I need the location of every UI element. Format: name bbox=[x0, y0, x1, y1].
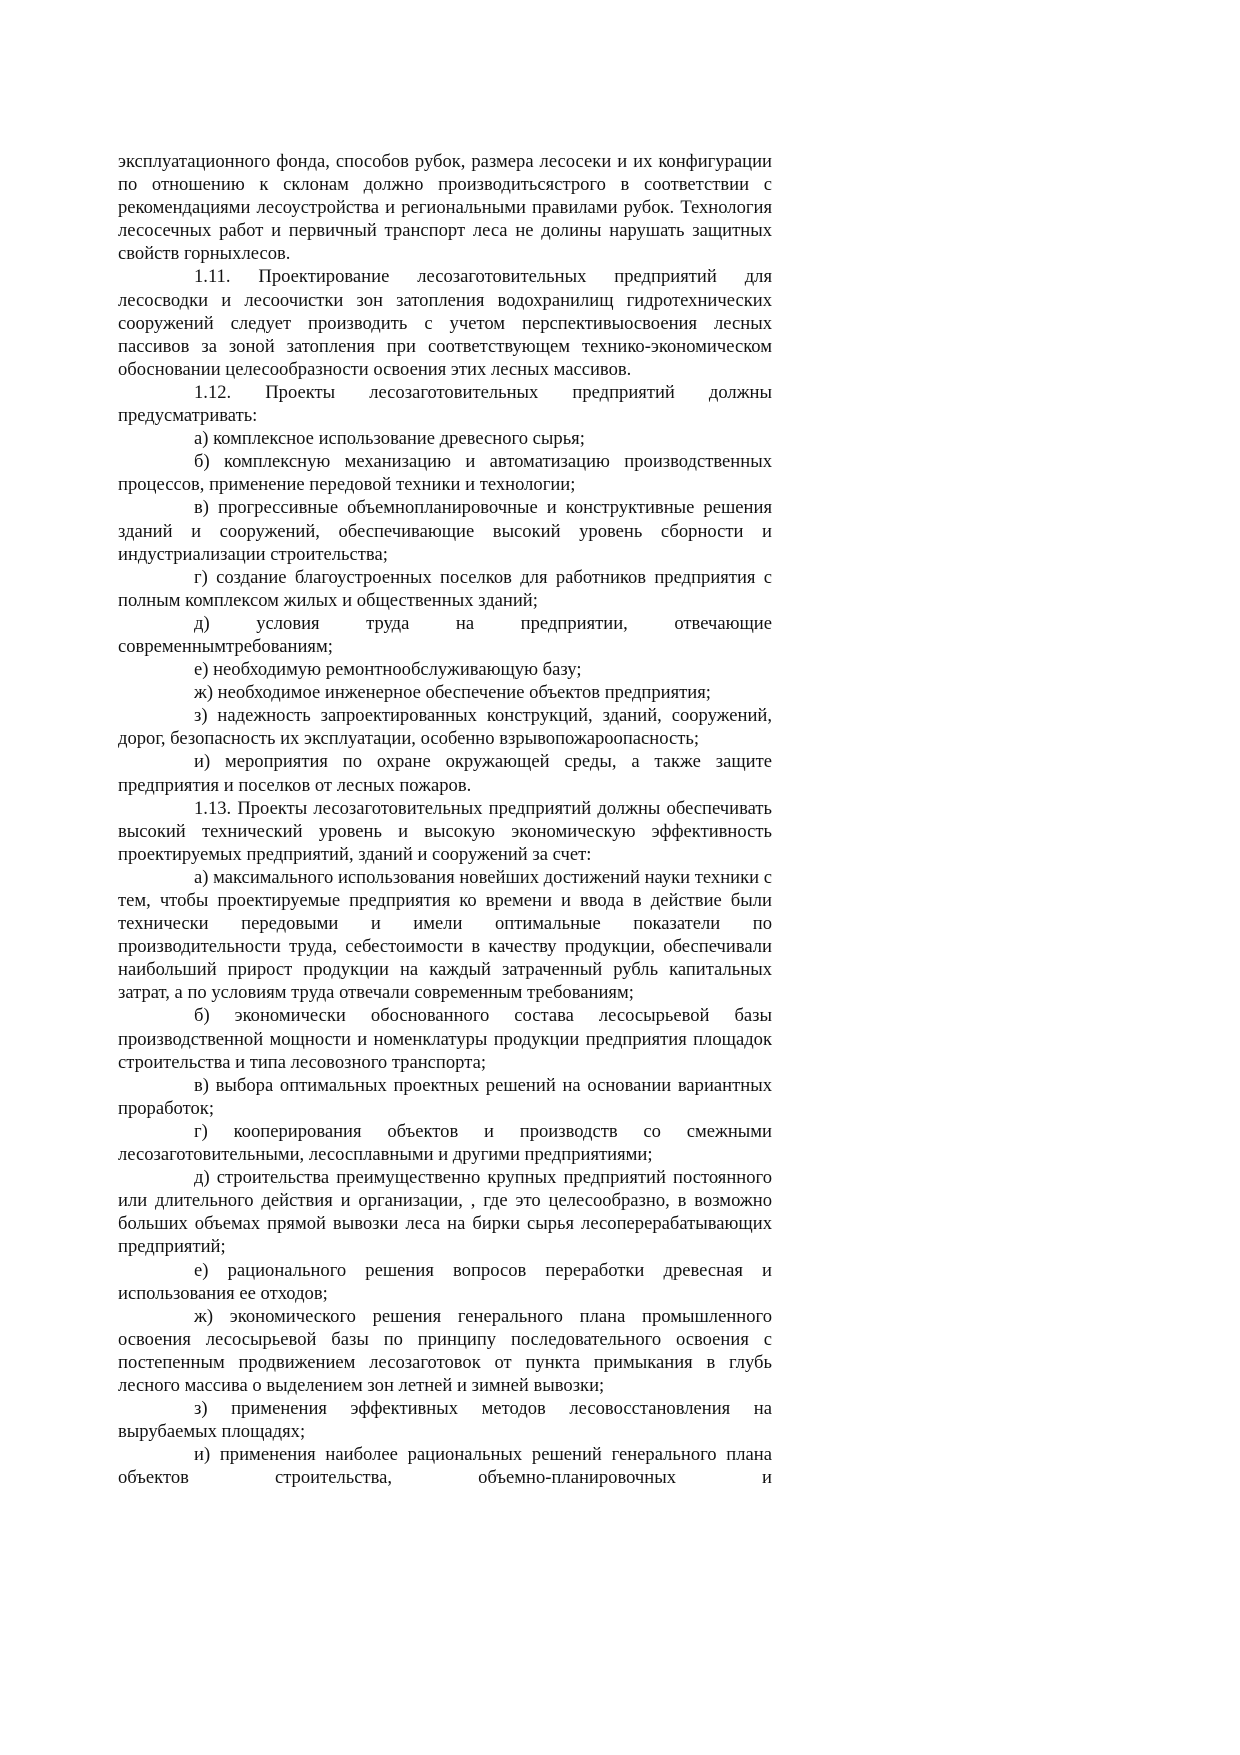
paragraph-1-13: 1.13. Проекты лесозаготовительных предприятий должны обеспечивать высокий технический уровень и высокую экономическую эффективность проектируемых предприятий, зданий и сооружений за счет: bbox=[118, 797, 772, 865]
list-item-1-13-b: б) экономически обоснованного состава лесосырьевой базы производственной мощности и номенклатуры продукции предприятия площадок строительства и типа лесовозного транспорта; bbox=[118, 1005, 772, 1073]
list-item-1-13-zh: ж) экономического решения генерального плана промышленного освоения лесосырьевой базы по принципу последовательного освоения с постепенным продвижением лесозаготовок от пункта примыкания в глубь лесного массива о выделением зон летней и зимней вывозки; bbox=[118, 1305, 772, 1396]
paragraph-1-11: 1.11. Проектирование лесозаготовительных предприятий для лесосводки и лесоочистки зон затопления водохранилищ гидротехнических сооружений следует производить с учетом перспективыосвоения лесных пассивов за зоной затопления при соответствующем технико-экономическом обосновании целесообразности освоения этих лесных массивов. bbox=[118, 266, 772, 380]
list-item-1-12-g: г) создание благоустроенных поселков для работников предприятия с полным комплексом жилых и общественных зданий; bbox=[118, 566, 772, 611]
list-item-1-12-i: и) мероприятия по охране окружающей среды, а также защите предприятия и поселков от лесных пожаров. bbox=[118, 751, 772, 796]
list-item-1-12-d: д) условия труда на предприятии, отвечающие современнымтребованиям; bbox=[118, 612, 772, 657]
list-item-1-13-d: д) строительства преимущественно крупных предприятий постоянного или длительного действия и организации, , где это целесообразно, в возможно больших объемах прямой вывозки леса на бирки сырья лесоперерабатывающих предприятий; bbox=[118, 1167, 772, 1258]
list-item-1-12-e: е) необходимую ремонтнообслуживающую базу; bbox=[194, 659, 582, 681]
list-item-1-12-zh: ж) необходимое инженерное обеспечение объектов предприятия; bbox=[194, 682, 711, 704]
list-item-1-12-b: б) комплексную механизацию и автоматизацию производственных процессов, применение передовой техники и технологии; bbox=[118, 451, 772, 496]
list-item-1-13-g: г) кооперирования объектов и производств со смежными лесозаготовительными, лесосплавными и другими предприятиями; bbox=[118, 1120, 772, 1166]
document-page bbox=[118, 150, 772, 1489]
list-item-1-12-a: а) комплексное использование древесного сырья; bbox=[194, 428, 585, 450]
list-item-1-12-z: з) надежность запроектированных конструкций, зданий, сооружений, дорог, безопасность их эксплуатации, особенно взрывопожароопасность; bbox=[118, 705, 772, 750]
list-item-1-13-v: в) выбора оптимальных проектных решений на основании вариантных проработок; bbox=[118, 1074, 772, 1119]
paragraph-1-12: 1.12. Проекты лесозаготовительных предприятий должны предусматривать: bbox=[118, 381, 772, 427]
list-item-1-13-i: и) применения наиболее рациональных решений генерального плана объектов строительства, объемно-планировочных и bbox=[118, 1444, 772, 1489]
list-item-1-13-e: е) рационального решения вопросов переработки древесная и использования ее отходов; bbox=[118, 1259, 772, 1304]
list-item-1-13-a: а) максимального использования новейших достижений науки техники с тем, чтобы проектируемые предприятия ко времени и ввода в действие были технически передовыми и имели оптимальные показатели по производительности труда, себестоимости в качеству продукции, обеспечивали наибольший прирост продукции на каждый затраченный рубль капитальных затрат, а по условиям труда отвечали современным требованиям; bbox=[118, 866, 772, 1004]
list-item-1-13-z: з) применения эффективных методов лесовосстановления на вырубаемых площадях; bbox=[118, 1398, 772, 1443]
list-item-1-12-v: в) прогрессивные объемнопланировочные и конструктивные решения зданий и сооружений, обеспечивающие высокий уровень сборности и индустриализации строительства; bbox=[118, 497, 772, 565]
paragraph-continuation: эксплуатационного фонда, способов рубок, размера лесосеки и их конфигурации по отношению к склонам должно производитьсястрого в соответствии с рекомендациями лесоустройства и региональными правилами рубок. Технология лесосечных работ и первичный транспорт леса не долины нарушать защитных свойств горныхлесов. bbox=[118, 151, 772, 265]
